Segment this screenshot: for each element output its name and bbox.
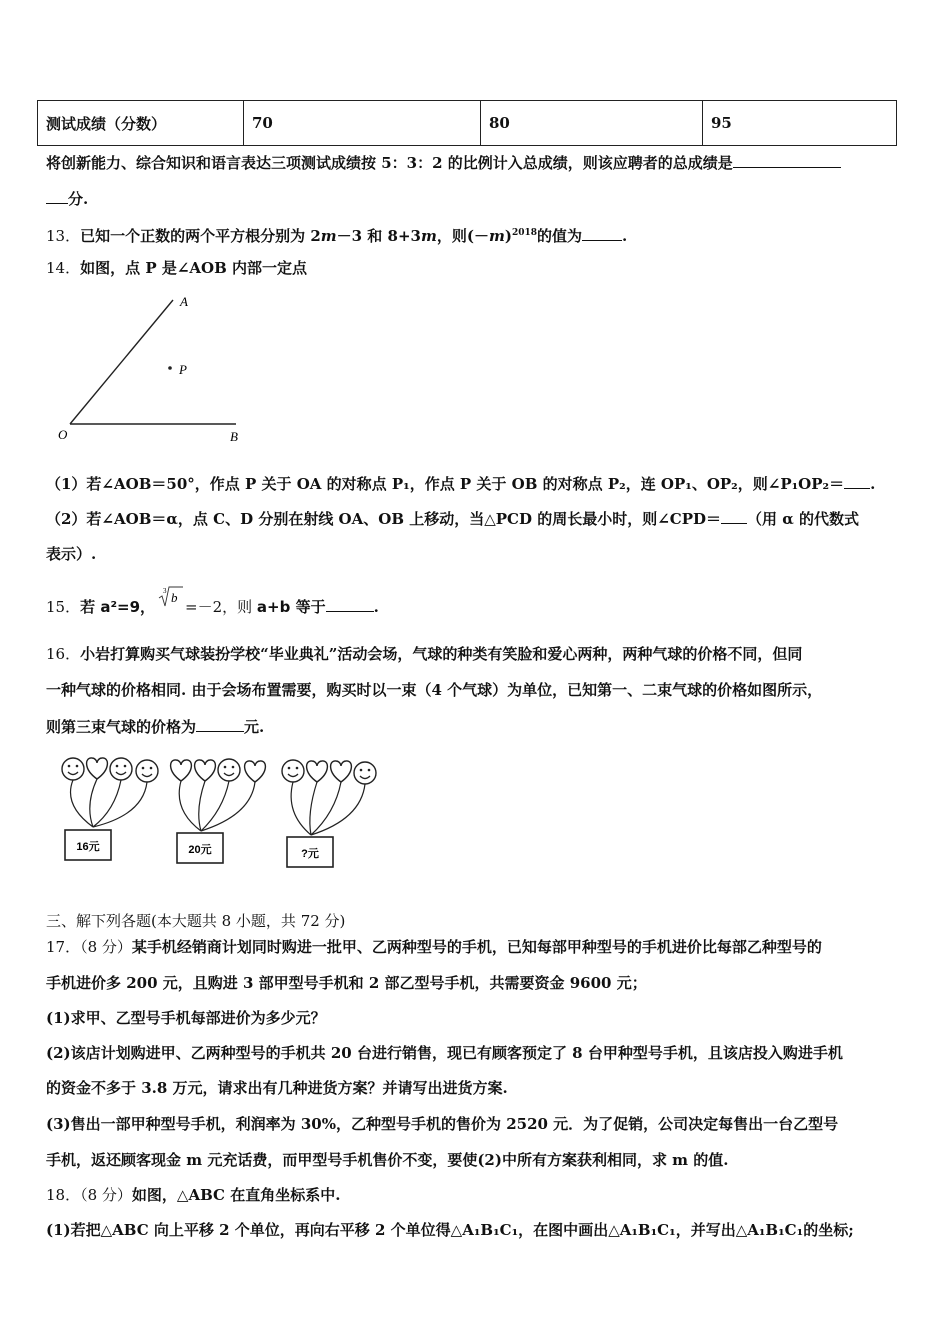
answer-blank: [733, 153, 841, 168]
label-a: A: [180, 294, 188, 309]
q12-line1: 将创新能力、综合知识和语言表达三项测试成绩按 5：3：2 的比例计入总成绩，则该应聘者的总成绩是: [46, 152, 841, 174]
root-index: 3: [163, 587, 167, 595]
price-tag-1: 16元: [76, 841, 100, 853]
balloon-bunch-1: [62, 758, 158, 860]
q14-part2-line2: 表示）.: [46, 545, 97, 563]
table-value-cell: 80: [481, 101, 703, 146]
label-b: B: [230, 429, 238, 444]
smile-balloon: [282, 760, 304, 782]
q18-line: 18．（8 分）如图，△ABC 在直角坐标系中.: [46, 1186, 341, 1204]
smile-balloon: [218, 759, 240, 781]
heart-balloon: [307, 761, 328, 782]
q17-line1: 17．（8 分）某手机经销商计划同时购进一批甲、乙两种型号的手机，已知每部甲种型号的手机进价比每部乙种型号的: [46, 938, 822, 956]
price-tag-3: ?元: [301, 848, 319, 860]
q16-line3: 则第三束气球的价格为 元.: [46, 718, 265, 736]
table-label-cell: 测试成绩（分数）: [38, 101, 244, 146]
answer-blank: [721, 509, 747, 524]
q16-line2: 一种气球的价格相同. 由于会场布置需要，购买时以一束（4 个气球）为单位，已知第一、二束气球的价格如图所示，: [46, 681, 823, 699]
balloon-bunch-2: [171, 759, 266, 863]
heart-balloon: [331, 761, 352, 782]
smile-balloon: [136, 760, 158, 782]
q17-part3b: 手机，返还顾客现金 m 元充话费，而甲型号手机售价不变，要使(2)中所有方案获利相同，求 m 的值.: [46, 1151, 729, 1169]
heart-balloon: [195, 760, 216, 781]
answer-blank: [582, 226, 622, 241]
table-row: [38, 101, 897, 146]
q14-part2: （2）若∠AOB＝α，点 C、D 分别在射线 OA、OB 上移动，当△PCD 的周长最小时，则∠CPD＝ （用 α 的代数式: [46, 510, 859, 528]
point-p: [168, 366, 172, 370]
heart-balloon: [245, 761, 266, 782]
section-heading: 三、解下列各题(本大题共 8 小题，共 72 分): [46, 912, 346, 930]
label-o: O: [58, 427, 68, 442]
label-p: P: [179, 362, 187, 377]
q14-line: 14．如图，点 P 是∠AOB 内部一定点: [46, 259, 307, 277]
q13-line: 13．已知一个正数的两个平方根分别为 2m－3 和 8+3m，则$(-m)^{2018}$的值为 .: [46, 227, 628, 245]
smile-balloon: [354, 762, 376, 784]
q17-part3a: (3)售出一部甲种型号手机，利润率为 30%，乙种型号手机的售价为 2520 元．为了促销，公司决定每售出一台乙型号: [46, 1115, 839, 1133]
table-value-cell: 95: [703, 101, 897, 146]
smile-balloon: [110, 758, 132, 780]
balloon-bunch-3: [282, 760, 376, 867]
heart-balloon: [87, 758, 108, 779]
score-table: [37, 100, 897, 146]
q16-line1: 16．小岩打算购买气球装扮学校“毕业典礼”活动会场，气球的种类有笑脸和爱心两种，两种气球的价格不同，但同: [46, 645, 803, 663]
q17-line2: 手机进价多 200 元，且购进 3 部甲型号手机和 2 部乙型号手机，共需要资金 9600 元；: [46, 974, 647, 992]
ray-oa: [70, 300, 173, 424]
q12-line2: 分.: [46, 188, 88, 210]
q15-line: 15．若 a²=9， 3 b =－2，则 a+b 等于 .: [46, 587, 379, 616]
cube-root: [155, 587, 185, 614]
q17-part1: (1)求甲、乙型号手机每部进价为多少元？: [46, 1009, 326, 1027]
smile-balloon: [62, 758, 84, 780]
answer-blank: [196, 717, 244, 732]
answer-blank: [844, 474, 870, 489]
answer-blank: [46, 189, 68, 204]
heart-balloon: [171, 760, 192, 781]
q14-part1: （1）若∠AOB＝50°，作点 P 关于 OA 的对称点 P₁，作点 P 关于 OB 的对称点 P₂，连 OP₁、OP₂，则∠P₁OP₂＝ .: [46, 475, 876, 493]
q17-part2b: 的资金不多于 3.8 万元，请求出有几种进货方案？并请写出进货方案.: [46, 1079, 508, 1097]
price-tag-2: 20元: [188, 844, 212, 856]
q18-part1: (1)若把△ABC 向上平移 2 个单位，再向右平移 2 个单位得△A₁B₁C₁，在图中画出△A₁B₁C₁，并写出△A₁B₁C₁的坐标;: [46, 1221, 854, 1239]
q17-part2a: (2)该店计划购进甲、乙两种型号的手机共 20 台进行销售，现已有顾客预定了 8 台甲种型号手机，且该店投入购进手机: [46, 1044, 843, 1062]
table-value-cell: 70: [244, 101, 481, 146]
angle-figure: [50, 288, 250, 448]
root-var: b: [171, 590, 178, 605]
balloon-figure: [55, 755, 385, 873]
answer-blank: [326, 597, 374, 612]
